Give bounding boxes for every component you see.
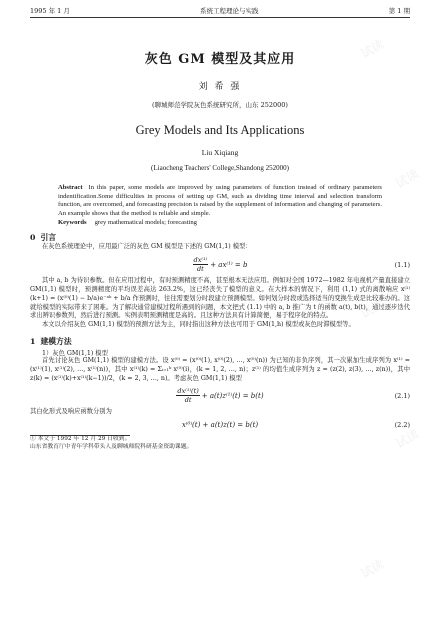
running-header xyxy=(30,6,410,18)
abstract-text: In this paper, some models are improved by using parameters of function instead of ordinary parameters indentification.Some difficulties in process of setting up GM, such as dividing time interval and selection transform function, are overcomed, and forecasting precision is raised by the supplement of information and changing of parameters. An example shows that the method is reliable and simple. xyxy=(58,184,382,217)
section-number: 1 xyxy=(30,336,36,346)
watermark-text: 试读 xyxy=(358,556,387,581)
title-chinese: 灰色 GM 模型及其应用 xyxy=(144,52,296,67)
keywords xyxy=(58,219,382,226)
header-date: 1995 年 1 月 xyxy=(30,7,70,15)
method-paragraph-1: 首先讨论灰色 GM(1,1) 模型的建模方法。设 x⁽⁰⁾ = (x⁽⁰⁾(1), x⁽⁰⁾(2), …, x⁽⁰⁾(n)) 为已知的非负序列，其一次累加生成序列为 x⁽¹⁾ = (x⁽¹⁾(1), x⁽¹⁾(2), …, x⁽¹⁾(n))，其中 x⁽¹⁾(k) = Σᵢ₌₁ᵏ x⁽⁰⁾(i)，(k = 1, 2, …, n)；z⁽¹⁾ 的均值生成序列为 z = (z(2), z(3), …, z(n))，其中 z(k) = (x⁽¹⁾(k)+x⁽¹⁾(k−1))/2，(k = 2, 3, …, n)。考虑灰色 GM(1,1) 模型 xyxy=(30,356,410,382)
author-english: Liu Xiqiang xyxy=(201,148,239,157)
abstract-label: Abstract xyxy=(58,184,83,191)
subsection-heading: 1）灰色 GM(1,1) 模型 xyxy=(42,349,108,357)
watermark-text: 试读 xyxy=(358,296,387,321)
keywords-text: grey mathematical models; forecasting xyxy=(94,219,197,227)
footnote-received: ① 本文于 1992 年 12 月 29 日收到。 xyxy=(30,436,131,443)
section-number: 0 xyxy=(30,233,36,243)
section-heading-intro xyxy=(30,232,410,243)
equation-fraction xyxy=(176,387,199,404)
equation-2-2 xyxy=(30,421,410,429)
fraction-numerator: dx⁽¹⁾(t) xyxy=(177,387,199,396)
equation-number: (2.2) xyxy=(394,421,410,430)
abstract xyxy=(58,184,382,218)
affiliation-english: (Liaocheng Teachers' College,Shandong 252000) xyxy=(151,164,289,172)
affiliation-chinese: (聊城师范学院灰色系统研究所，山东 252000) xyxy=(152,101,288,109)
section-title: 建模方法 xyxy=(40,336,72,346)
equation-fraction xyxy=(193,256,209,273)
watermark-text: 试读 xyxy=(358,36,387,61)
equation-rhs: + a(t)z⁽¹⁾(t) = b(t) xyxy=(201,391,264,400)
section-title: 引言 xyxy=(40,233,57,243)
title-english: Grey Models and Its Applications xyxy=(135,123,305,137)
watermark-text: 试读 xyxy=(393,166,422,191)
watermark-text: 试读 xyxy=(393,426,422,451)
fraction-denominator: dt xyxy=(196,265,204,274)
keywords-label: Keywords xyxy=(58,219,87,227)
header-journal: 系统工程理论与实践 xyxy=(200,7,259,15)
fraction-numerator: dx⁽¹⁾ xyxy=(193,256,208,265)
equation-number: (1.1) xyxy=(394,260,410,269)
author-chinese: 刘 希 强 xyxy=(198,82,242,92)
intro-lead: 在灰色系统理论中，应用最广泛的灰色 GM 模型是下述的 GM(1,1) 模型： xyxy=(42,243,252,251)
intro-paragraph-2: 本文以介绍灰色 GM(1,1) 模型的预测方法为主，同时指出这种方法也可用于 GM(1,h) 模型或灰色时滞模型等。 xyxy=(42,321,355,329)
method-paragraph-2: 其白化形式及响应函数分别为 xyxy=(30,408,112,416)
equation-rhs: + ax⁽¹⁾ = b xyxy=(210,260,248,269)
fraction-denominator: dt xyxy=(184,396,192,405)
equation-1-1 xyxy=(30,256,410,273)
equation-2-1 xyxy=(30,387,410,404)
header-issue: 第 1 期 xyxy=(388,7,410,15)
equation-body: x⁽⁰⁾(t) + a(t)z(t) = b(t) xyxy=(181,421,259,430)
intro-paragraph-1: 其中 a, b 为待识参数。但在应用过程中，有时预测精度不高，甚至根本无法应用。例如对全国 1972—1982 年电视机产量直接建立 GM(1,1) 模型时，预测精度的平均误差高达 263.2%，这已经丧失了模型的意义。在大样本的情况下，利用 (1,1) 式的离散响应 x⁽¹⁾(k+1) = (x⁽⁰⁾(1) − b/a)e⁻ᵃᵏ + b/a 作预测时，往往需要划分时段建立预测模型。如何划分时段或选择适当的变换生成是比较难办的。这就给模型的实际带来了困难。为了解决通常建模过程所遇到的问题，本文把式 (1.1) 中的 a, b 推广为 t 的函数 a(t), b(t)，通过逐步迭代求出辨识参数列，然后进行预测。实例表明预测精度是高的。且这种方法具有计算简便，易于程序化的特点。 xyxy=(30,277,410,320)
section-heading-method xyxy=(30,336,410,347)
equation-number: (2.1) xyxy=(394,391,410,400)
footnote-funding: 山东省教育厅中青年学科带头人及聊城师院科研基金资助课题。 xyxy=(30,443,193,450)
